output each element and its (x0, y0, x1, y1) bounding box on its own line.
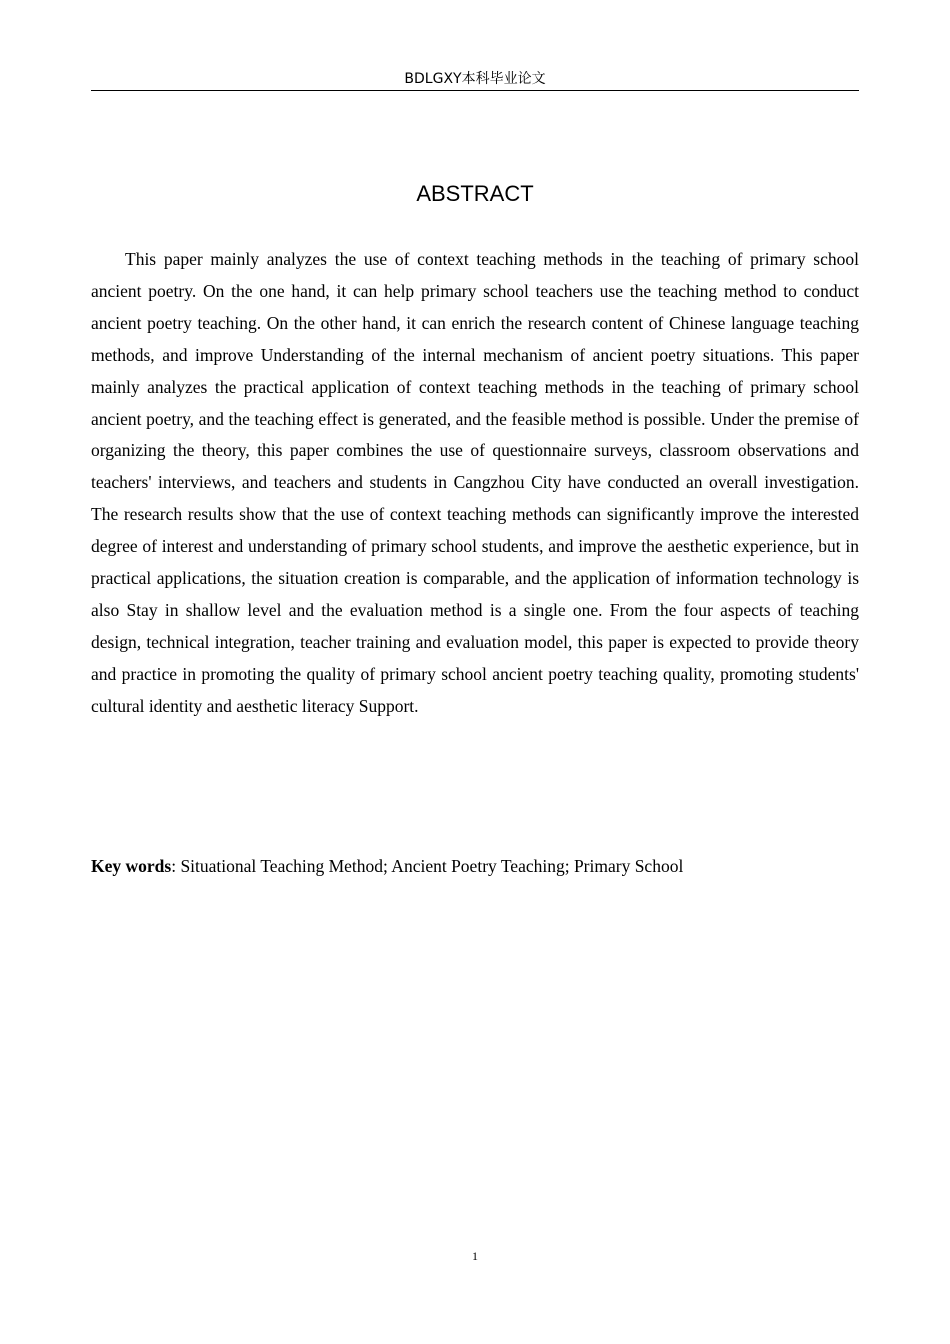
keywords-label: Key words (91, 856, 172, 876)
page-number: 1 (472, 1249, 478, 1263)
header-text: BDLGXY本科毕业论文 (404, 71, 546, 87)
abstract-title: ABSTRACT (416, 181, 534, 206)
keywords-separator: : (171, 856, 181, 876)
abstract-body: This paper mainly analyzes the use of context teaching methods in the teaching of primary school ancient poetry. On the one hand, it can help primary school teachers use the teaching method to conduct ancient poetry teaching. On the other hand, it can enrich the research content of Chinese language teaching methods, and improve Understanding of the internal mechanism of ancient poetry situations. This paper mainly analyzes the practical application of context teaching methods in the teaching of primary school ancient poetry, and the teaching effect is generated, and the feasible method is possible. Under the premise of organizing the theory, this paper combines the use of questionnaire surveys, classroom observations and teachers' interviews, and teachers and students in Cangzhou City have conducted an overall investigation. The research results show that the use of context teaching methods can significantly improve the interested degree of interest and understanding of primary school students, and improve the aesthetic experience, but in practical applications, the situation creation is comparable, and the application of information technology is also Stay in shallow level and the evaluation method is a single one. From the four aspects of teaching design, technical integration, teacher training and evaluation model, this paper is expected to provide theory and practice in promoting the quality of primary school ancient poetry teaching quality, promoting students' cultural identity and aesthetic literacy Support. (91, 249, 859, 716)
keywords-line (91, 851, 859, 883)
keywords-text: Situational Teaching Method; Ancient Poetry Teaching; Primary School (180, 856, 684, 876)
page-header (91, 68, 859, 91)
